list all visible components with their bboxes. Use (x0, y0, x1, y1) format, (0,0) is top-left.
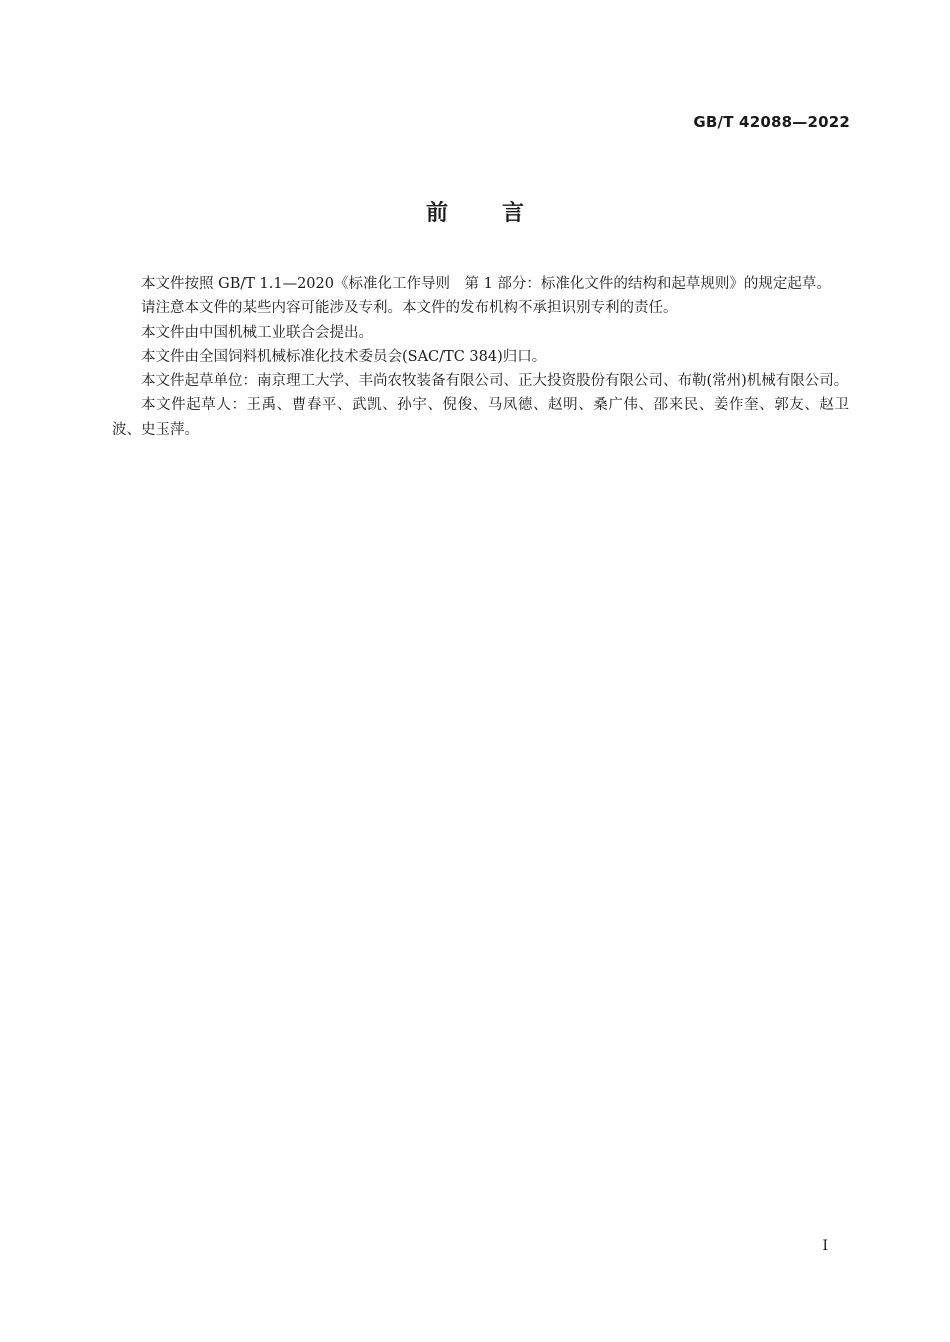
paragraph-technical-committee: 本文件由全国饲料机械标准化技术委员会(SAC/TC 384)归口。 (141, 348, 547, 365)
paragraph-drafters: 本文件起草人：王禹、曹春平、武凯、孙宇、倪俊、马凤德、赵明、桑广伟、邵来民、姜作奎、郭友、赵卫波、史玉萍。 (112, 397, 849, 438)
paragraph-drafting-rules: 本文件按照 GB/T 1.1—2020《标准化工作导则 第 1 部分：标准化文件的结构和起草规则》的规定起草。 (141, 276, 831, 292)
page-number: I (822, 1238, 828, 1254)
page-title: 前言 (425, 201, 578, 226)
foreword-body (112, 272, 849, 442)
paragraph-drafting-organizations: 本文件起草单位：南京理工大学、丰尚农牧装备有限公司、正大投资股份有限公司、布勒(常州)机械有限公司。 (141, 373, 849, 390)
paragraph-patent-notice: 请注意本文件的某些内容可能涉及专利。本文件的发布机构不承担识别专利的责任。 (141, 300, 678, 317)
standard-number: GB/T 42088—2022 (693, 113, 850, 131)
paragraph-proposer: 本文件由中国机械工业联合会提出。 (141, 324, 373, 341)
